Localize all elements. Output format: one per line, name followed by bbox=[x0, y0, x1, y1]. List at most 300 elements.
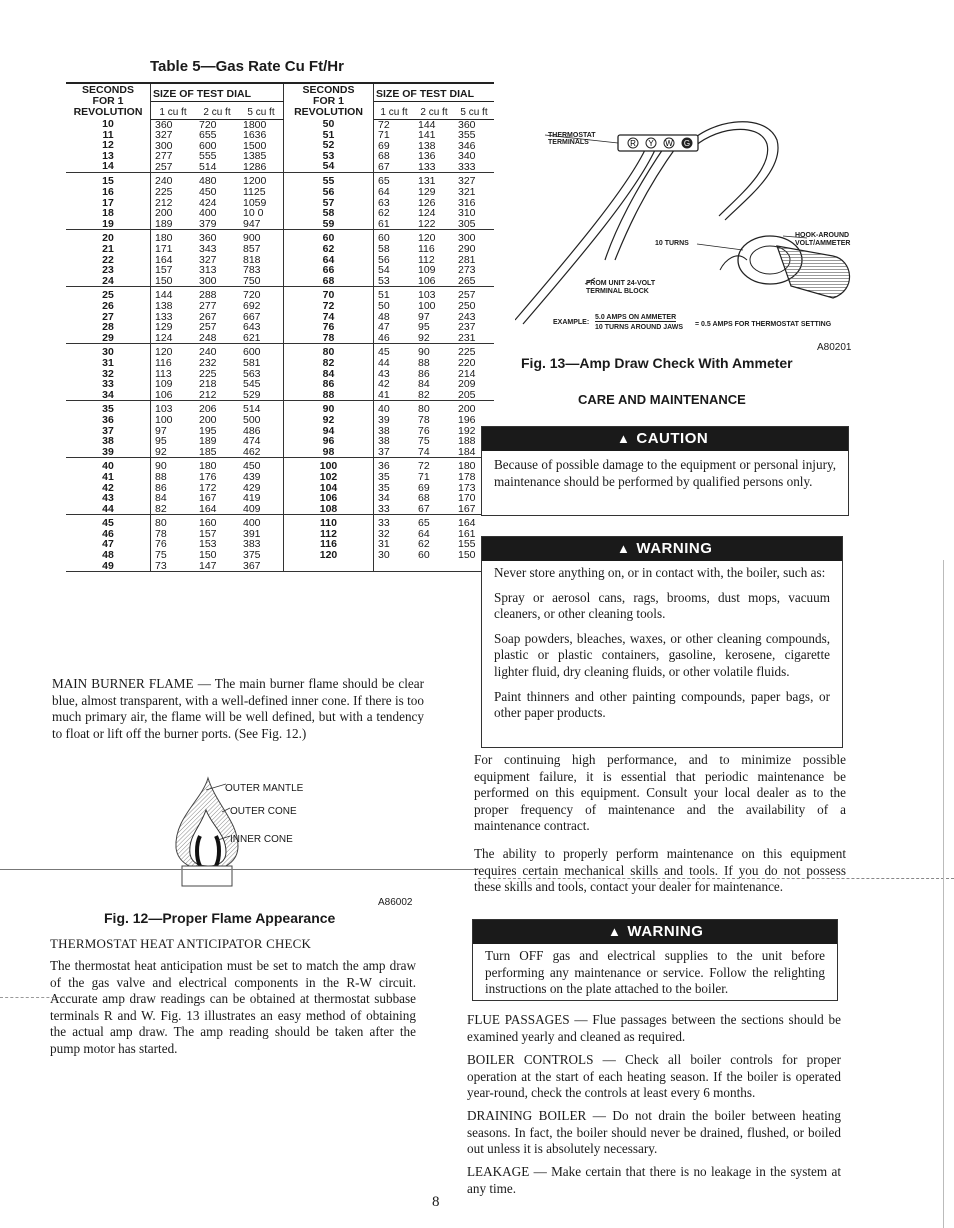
cell-value: 164 bbox=[199, 502, 217, 515]
table-cell bbox=[284, 515, 374, 572]
cell-value: 429 bbox=[243, 481, 261, 494]
cell-value: 32 bbox=[102, 367, 114, 380]
cell-value: 161 bbox=[458, 527, 476, 540]
cell-value: 185 bbox=[199, 445, 217, 458]
cell-value: 57 bbox=[322, 196, 335, 209]
cell-value: 56 bbox=[322, 186, 335, 199]
cell-value: 34 bbox=[102, 388, 114, 401]
cell-value: 126 bbox=[418, 196, 436, 209]
cell-value: 750 bbox=[243, 274, 261, 287]
warning-bar-2: ▲ WARNING bbox=[473, 920, 837, 944]
warning-2-text: Turn OFF gas and electrical supplies to the unit before performing any maintenance or service. Follow the relighting instructions on the plate attached to the boiler. bbox=[485, 948, 825, 997]
cell-value: 10 0 bbox=[243, 207, 264, 220]
cell-value: 78 bbox=[155, 527, 167, 540]
cell-value: 305 bbox=[458, 217, 476, 230]
leakage-paragraph: LEAKAGE — Make certain that there is no leakage in the system at any time. bbox=[467, 1164, 841, 1196]
cell-value: 41 bbox=[102, 470, 114, 483]
cell-value: 257 bbox=[458, 289, 476, 302]
cell-value: 75 bbox=[418, 435, 430, 448]
table-cell bbox=[284, 287, 374, 344]
cell-value: 64 bbox=[418, 527, 430, 540]
cell-value: 281 bbox=[458, 253, 476, 266]
col-header-size: SIZE OF TEST DIAL bbox=[151, 83, 284, 101]
cell-value: 70 bbox=[322, 289, 335, 302]
cell-value: 189 bbox=[199, 435, 217, 448]
cell-value: 38 bbox=[102, 435, 114, 448]
cell-value: 529 bbox=[243, 388, 261, 401]
example-result: = 0.5 AMPS FOR THERMOSTAT SETTING bbox=[695, 321, 832, 328]
caution-text: Because of possible damage to the equipment or personal injury, maintenance should be performed by qualified persons only. bbox=[494, 457, 836, 489]
cell-value: 36 bbox=[378, 460, 390, 473]
cell-value: 17 bbox=[102, 196, 114, 209]
cell-value: 209 bbox=[458, 378, 476, 391]
cell-value: 53 bbox=[322, 149, 335, 162]
cell-value: 24 bbox=[102, 274, 114, 287]
cell-value: 340 bbox=[458, 150, 476, 163]
cell-value: 237 bbox=[458, 321, 476, 334]
cell-value: 16 bbox=[102, 186, 114, 199]
table-cell bbox=[414, 119, 454, 173]
cell-value: 129 bbox=[155, 321, 173, 334]
cell-value: 232 bbox=[199, 356, 217, 369]
page-number: 8 bbox=[432, 1194, 440, 1210]
cell-value: 92 bbox=[155, 445, 167, 458]
cell-value: 167 bbox=[458, 502, 476, 515]
cell-value: 400 bbox=[243, 517, 261, 530]
table-cell bbox=[239, 458, 284, 515]
table-cell bbox=[284, 344, 374, 401]
cell-value: 54 bbox=[322, 160, 335, 173]
cell-value: 160 bbox=[199, 517, 217, 530]
cell-value: 265 bbox=[458, 274, 476, 287]
cell-value: 218 bbox=[199, 378, 217, 391]
cell-value: 164 bbox=[458, 517, 476, 530]
table-cell bbox=[414, 344, 454, 401]
cell-value: 10 bbox=[102, 118, 114, 130]
cell-value: 35 bbox=[378, 481, 390, 494]
table-cell bbox=[454, 173, 494, 230]
cell-value: 195 bbox=[199, 424, 217, 437]
cell-value: 44 bbox=[102, 502, 114, 515]
example-numerator: 5.0 AMPS ON AMMETER bbox=[595, 314, 677, 321]
cell-value: 1200 bbox=[243, 175, 267, 188]
cell-value: 26 bbox=[102, 300, 114, 312]
table-row bbox=[66, 230, 494, 287]
terminal-letter: W bbox=[665, 139, 673, 148]
cell-value: 46 bbox=[378, 331, 390, 344]
table-cell bbox=[195, 401, 239, 458]
cell-value: 621 bbox=[243, 331, 261, 344]
cell-value: 450 bbox=[243, 460, 261, 473]
cell-value: 947 bbox=[243, 217, 261, 230]
table-cell bbox=[374, 458, 415, 515]
cell-value: 327 bbox=[458, 175, 476, 188]
cell-value: 63 bbox=[378, 196, 390, 209]
cell-value: 52 bbox=[322, 139, 335, 152]
cell-value: 170 bbox=[458, 492, 476, 505]
cell-value: 189 bbox=[155, 217, 173, 230]
cell-value: 62 bbox=[322, 243, 335, 256]
cell-value: 313 bbox=[199, 264, 217, 277]
cell-value: 600 bbox=[199, 139, 217, 152]
cell-value: 100 bbox=[418, 300, 436, 312]
cell-value: 267 bbox=[199, 310, 217, 323]
cell-value: 563 bbox=[243, 367, 261, 380]
cell-value: 310 bbox=[458, 207, 476, 220]
cell-value: 240 bbox=[155, 175, 173, 188]
cell-value: 555 bbox=[199, 150, 217, 163]
cell-value: 300 bbox=[155, 139, 173, 152]
cell-value: 30 bbox=[102, 346, 114, 359]
cell-value: 46 bbox=[102, 527, 114, 540]
warning-bar-1: ▲ WARNING bbox=[482, 537, 842, 561]
warning-1-body bbox=[482, 561, 842, 734]
cell-value: 124 bbox=[418, 207, 436, 220]
cell-value: 133 bbox=[418, 160, 436, 173]
cell-value: 900 bbox=[243, 232, 261, 245]
col-header-seconds-2: SECONDS FOR 1 REVOLUTION bbox=[284, 83, 374, 119]
cell-value: 40 bbox=[102, 460, 114, 473]
warning-1-paragraph: Spray or aerosol cans, rags, brooms, dust mops, vacuum cleaners, or other cleaning tools. bbox=[494, 589, 830, 622]
table-cell bbox=[284, 458, 374, 515]
cell-value: 76 bbox=[322, 321, 335, 334]
scan-edge-right bbox=[943, 560, 944, 1228]
cell-value: 112 bbox=[418, 253, 435, 266]
table-cell bbox=[374, 515, 415, 572]
cell-value: 150 bbox=[155, 274, 173, 287]
flue-paragraph: FLUE PASSAGES — Flue passages between the sections should be examined yearly and cleaned as required. bbox=[467, 1012, 841, 1044]
cell-value: 42 bbox=[102, 481, 114, 494]
cell-value: 379 bbox=[199, 217, 217, 230]
cell-value: 144 bbox=[418, 118, 436, 131]
cell-value: 514 bbox=[199, 160, 217, 173]
warning-triangle-icon: ▲ bbox=[617, 431, 631, 446]
cell-value: 43 bbox=[378, 367, 390, 380]
cell-value: 783 bbox=[243, 264, 261, 277]
cell-value: 86 bbox=[418, 367, 430, 380]
cell-value: 257 bbox=[155, 160, 173, 173]
cell-value: 178 bbox=[458, 470, 476, 483]
cell-value: 581 bbox=[243, 356, 261, 369]
cell-value: 58 bbox=[378, 243, 390, 256]
cell-value: 150 bbox=[458, 549, 476, 562]
col-header-size-2: SIZE OF TEST DIAL bbox=[374, 83, 495, 101]
table-cell bbox=[374, 230, 415, 287]
cell-value: 20 bbox=[102, 232, 114, 245]
cell-value: 1125 bbox=[243, 186, 266, 199]
cell-value: 1636 bbox=[243, 129, 267, 142]
cell-value: 200 bbox=[155, 207, 173, 220]
cell-value: 27 bbox=[102, 310, 114, 323]
fig13-code: A80201 bbox=[817, 342, 852, 353]
table-title: Table 5—Gas Rate Cu Ft/Hr bbox=[150, 58, 344, 75]
cell-value: 21 bbox=[102, 243, 114, 256]
cell-value: 90 bbox=[418, 346, 430, 359]
cell-value: 316 bbox=[458, 196, 476, 209]
table-cell bbox=[66, 344, 151, 401]
table-cell bbox=[239, 401, 284, 458]
cell-value: 39 bbox=[102, 445, 114, 458]
table-cell bbox=[195, 119, 239, 173]
cell-value: 109 bbox=[418, 264, 436, 277]
cell-value: 124 bbox=[155, 331, 173, 344]
table-cell bbox=[195, 344, 239, 401]
table-cell bbox=[284, 401, 374, 458]
table-cell bbox=[414, 458, 454, 515]
cell-value: 44 bbox=[378, 356, 390, 369]
cell-value: 78 bbox=[322, 331, 335, 344]
cell-value: 108 bbox=[319, 502, 338, 515]
cell-value: 180 bbox=[458, 460, 476, 473]
cell-value: 13 bbox=[102, 149, 114, 162]
cell-value: 18 bbox=[102, 207, 114, 220]
cell-value: 367 bbox=[243, 559, 261, 572]
cell-value: 68 bbox=[378, 150, 390, 163]
cell-value: 188 bbox=[458, 435, 476, 448]
terminal-letter: G bbox=[683, 139, 691, 148]
cell-value: 33 bbox=[378, 502, 390, 515]
cell-value: 419 bbox=[243, 492, 261, 505]
cell-value: 109 bbox=[155, 378, 173, 391]
cell-value: 38 bbox=[378, 424, 390, 437]
cell-value: 180 bbox=[199, 460, 217, 473]
table-cell bbox=[239, 515, 284, 572]
cell-value: 67 bbox=[378, 160, 390, 173]
cell-value: 133 bbox=[155, 310, 173, 323]
cell-value: 153 bbox=[199, 538, 217, 551]
table-cell bbox=[66, 119, 151, 173]
cell-value: 112 bbox=[320, 527, 337, 540]
warning-box-1 bbox=[481, 536, 843, 748]
cell-value: 84 bbox=[322, 367, 335, 380]
cell-value: 212 bbox=[199, 388, 217, 401]
cell-value: 720 bbox=[243, 289, 261, 302]
cell-value: 545 bbox=[243, 378, 261, 391]
label-ten-turns: 10 TURNS bbox=[655, 240, 689, 247]
cell-value: 82 bbox=[418, 388, 430, 401]
cell-value: 205 bbox=[458, 388, 476, 401]
fig13-caption: Fig. 13—Amp Draw Check With Ammeter bbox=[521, 355, 793, 371]
cell-value: 71 bbox=[418, 470, 430, 483]
cell-value: 47 bbox=[102, 538, 114, 551]
cell-value: 11 bbox=[102, 128, 114, 141]
cell-value: 1059 bbox=[243, 196, 267, 209]
cell-value: 69 bbox=[378, 139, 390, 152]
table-cell bbox=[374, 287, 415, 344]
cell-value: 120 bbox=[319, 549, 338, 562]
table-cell bbox=[284, 173, 374, 230]
cell-value: 36 bbox=[102, 413, 114, 426]
cell-value: 474 bbox=[243, 435, 261, 448]
cell-value: 12 bbox=[102, 139, 114, 152]
cell-value: 180 bbox=[155, 232, 173, 245]
cell-value: 37 bbox=[378, 445, 390, 458]
cell-value: 250 bbox=[458, 300, 476, 312]
cell-value: 116 bbox=[418, 243, 435, 256]
table-cell bbox=[454, 287, 494, 344]
cell-value: 173 bbox=[458, 481, 476, 494]
example-denominator: 10 TURNS AROUND JAWS bbox=[595, 324, 684, 331]
cell-value: 68 bbox=[322, 274, 335, 287]
table-row bbox=[66, 173, 494, 230]
sub-header: 1 cu ft bbox=[374, 101, 415, 119]
cell-value: 104 bbox=[319, 481, 338, 494]
table-cell bbox=[151, 173, 196, 230]
cell-value: 30 bbox=[378, 549, 390, 562]
label-outer-cone: OUTER CONE bbox=[230, 806, 297, 817]
cell-value: 120 bbox=[155, 346, 173, 359]
cell-value: 110 bbox=[320, 517, 337, 530]
cell-value: 106 bbox=[418, 274, 436, 287]
cell-value: 92 bbox=[418, 331, 430, 344]
cell-value: 360 bbox=[155, 118, 173, 131]
cell-value: 106 bbox=[155, 388, 173, 401]
controls-paragraph: BOILER CONTROLS — Check all boiler controls for proper operation at the start of each heating season. If the boiler is operated year-round, check the controls at least every 6 months. bbox=[467, 1052, 841, 1100]
cell-value: 88 bbox=[155, 470, 167, 483]
scan-line-right bbox=[478, 878, 954, 879]
cell-value: 82 bbox=[322, 356, 335, 369]
table-cell bbox=[239, 344, 284, 401]
cell-value: 321 bbox=[458, 186, 476, 199]
table-cell bbox=[374, 119, 415, 173]
cell-value: 1800 bbox=[243, 118, 267, 131]
cell-value: 462 bbox=[243, 445, 261, 458]
cell-value: 67 bbox=[418, 502, 430, 515]
table-cell bbox=[151, 458, 196, 515]
cell-value: 231 bbox=[458, 331, 476, 344]
warning-1-paragraph: Paint thinners and other painting compounds, paper bags, or other paper products. bbox=[494, 688, 830, 721]
caution-bar: ▲ CAUTION bbox=[482, 427, 848, 451]
scan-line-left bbox=[0, 869, 478, 870]
cell-value: 25 bbox=[102, 289, 114, 302]
table-cell bbox=[151, 515, 196, 572]
cell-value: 857 bbox=[243, 243, 261, 256]
cell-value: 88 bbox=[418, 356, 430, 369]
cell-value: 84 bbox=[418, 378, 430, 391]
cell-value: 225 bbox=[155, 186, 173, 199]
cell-value: 54 bbox=[378, 264, 390, 277]
cell-value: 53 bbox=[378, 274, 390, 287]
ability-paragraph: The ability to properly perform maintenance on this equipment requires certain mechanical skills and tools. If you do not possess these skills and tools, contact your dealer for maintenance. bbox=[474, 846, 846, 894]
sub-header: 5 cu ft bbox=[239, 101, 284, 119]
cell-value: 51 bbox=[322, 128, 335, 141]
fig12-code: A86002 bbox=[378, 897, 413, 908]
table-row bbox=[66, 458, 494, 515]
cell-value: 33 bbox=[102, 378, 114, 391]
cell-value: 106 bbox=[319, 492, 338, 505]
label-outer-mantle: OUTER MANTLE bbox=[225, 783, 304, 794]
cell-value: 55 bbox=[322, 175, 335, 188]
cell-value: 19 bbox=[102, 217, 114, 230]
cell-value: 129 bbox=[418, 186, 436, 199]
cell-value: 64 bbox=[322, 253, 335, 266]
cell-value: 74 bbox=[322, 310, 335, 323]
table-cell bbox=[284, 230, 374, 287]
table-row bbox=[66, 401, 494, 458]
cell-value: 64 bbox=[378, 186, 390, 199]
cell-value: 225 bbox=[199, 367, 217, 380]
cell-value: 206 bbox=[199, 403, 217, 416]
cell-value: 43 bbox=[102, 492, 114, 505]
cell-value: 290 bbox=[458, 243, 476, 256]
cell-value: 277 bbox=[155, 150, 173, 163]
cell-value: 131 bbox=[418, 175, 436, 188]
cell-value: 692 bbox=[243, 300, 261, 312]
label-from-unit: FROM UNIT 24-VOLT TERMINAL BLOCK bbox=[586, 280, 656, 295]
cell-value: 240 bbox=[199, 346, 217, 359]
thermostat-paragraph: The thermostat heat anticipation must be set to match the amp draw of the gas valve and electrical components in the R-W circuit. Accurate amp draw readings can be obtained at thermostat subbase terminals R and W. Fig. 13 illustrates an easy method of obtaining the actual amp draw. The amp reading should be taken after the pump motor has started. bbox=[50, 958, 416, 1056]
table-cell bbox=[374, 344, 415, 401]
cell-value: 38 bbox=[378, 435, 390, 448]
table-cell bbox=[151, 401, 196, 458]
table-cell bbox=[239, 287, 284, 344]
cell-value: 424 bbox=[199, 196, 217, 209]
cell-value: 78 bbox=[418, 413, 430, 426]
table-cell bbox=[66, 173, 151, 230]
table-cell bbox=[195, 458, 239, 515]
cell-value: 45 bbox=[102, 517, 114, 530]
example-label: EXAMPLE: bbox=[553, 319, 590, 326]
cell-value: 62 bbox=[378, 207, 390, 220]
table-cell bbox=[195, 173, 239, 230]
cell-value: 71 bbox=[378, 129, 390, 142]
cell-value: 50 bbox=[322, 118, 335, 130]
continuing-paragraph: For continuing high performance, and to minimize possible equipment failure, it is essential that periodic maintenance be performed on this equipment. Consult your local dealer as to the proper frequency of maintenance and the availability of a maintenance contract. bbox=[474, 752, 846, 833]
cell-value: 333 bbox=[458, 160, 476, 173]
cell-value: 32 bbox=[378, 527, 390, 540]
table-cell bbox=[239, 230, 284, 287]
table-cell bbox=[66, 515, 151, 572]
cell-value: 164 bbox=[155, 253, 173, 266]
cell-value: 172 bbox=[199, 481, 217, 494]
cell-value: 100 bbox=[155, 413, 173, 426]
sub-header: 5 cu ft bbox=[454, 101, 494, 119]
cell-value: 72 bbox=[378, 118, 390, 131]
cell-value: 75 bbox=[155, 549, 167, 562]
cell-value: 48 bbox=[378, 310, 390, 323]
table-cell bbox=[374, 173, 415, 230]
cell-value: 51 bbox=[378, 289, 390, 302]
cell-value: 273 bbox=[458, 264, 476, 277]
warning-box-2 bbox=[472, 919, 838, 1001]
cell-value: 138 bbox=[155, 300, 173, 312]
cell-value: 45 bbox=[378, 346, 390, 359]
cell-value: 355 bbox=[458, 129, 476, 142]
table-cell bbox=[151, 230, 196, 287]
cell-value: 200 bbox=[458, 403, 476, 416]
cell-value: 56 bbox=[378, 253, 390, 266]
cell-value: 102 bbox=[319, 470, 338, 483]
scan-line-left-2 bbox=[0, 997, 70, 998]
cell-value: 61 bbox=[378, 217, 390, 230]
cell-value: 167 bbox=[199, 492, 217, 505]
cell-value: 346 bbox=[458, 139, 476, 152]
table-cell bbox=[414, 230, 454, 287]
cell-value: 76 bbox=[155, 538, 167, 551]
cell-value: 1500 bbox=[243, 139, 267, 152]
cell-value: 147 bbox=[199, 559, 217, 572]
cell-value: 176 bbox=[199, 470, 217, 483]
cell-value: 409 bbox=[243, 502, 261, 515]
table-cell bbox=[66, 401, 151, 458]
cell-value: 514 bbox=[243, 403, 261, 416]
cell-value: 31 bbox=[102, 356, 114, 369]
fig12-caption: Fig. 12—Proper Flame Appearance bbox=[104, 910, 336, 926]
cell-value: 48 bbox=[102, 549, 114, 562]
table-cell bbox=[284, 119, 374, 173]
cell-value: 84 bbox=[155, 492, 167, 505]
cell-value: 95 bbox=[155, 435, 167, 448]
